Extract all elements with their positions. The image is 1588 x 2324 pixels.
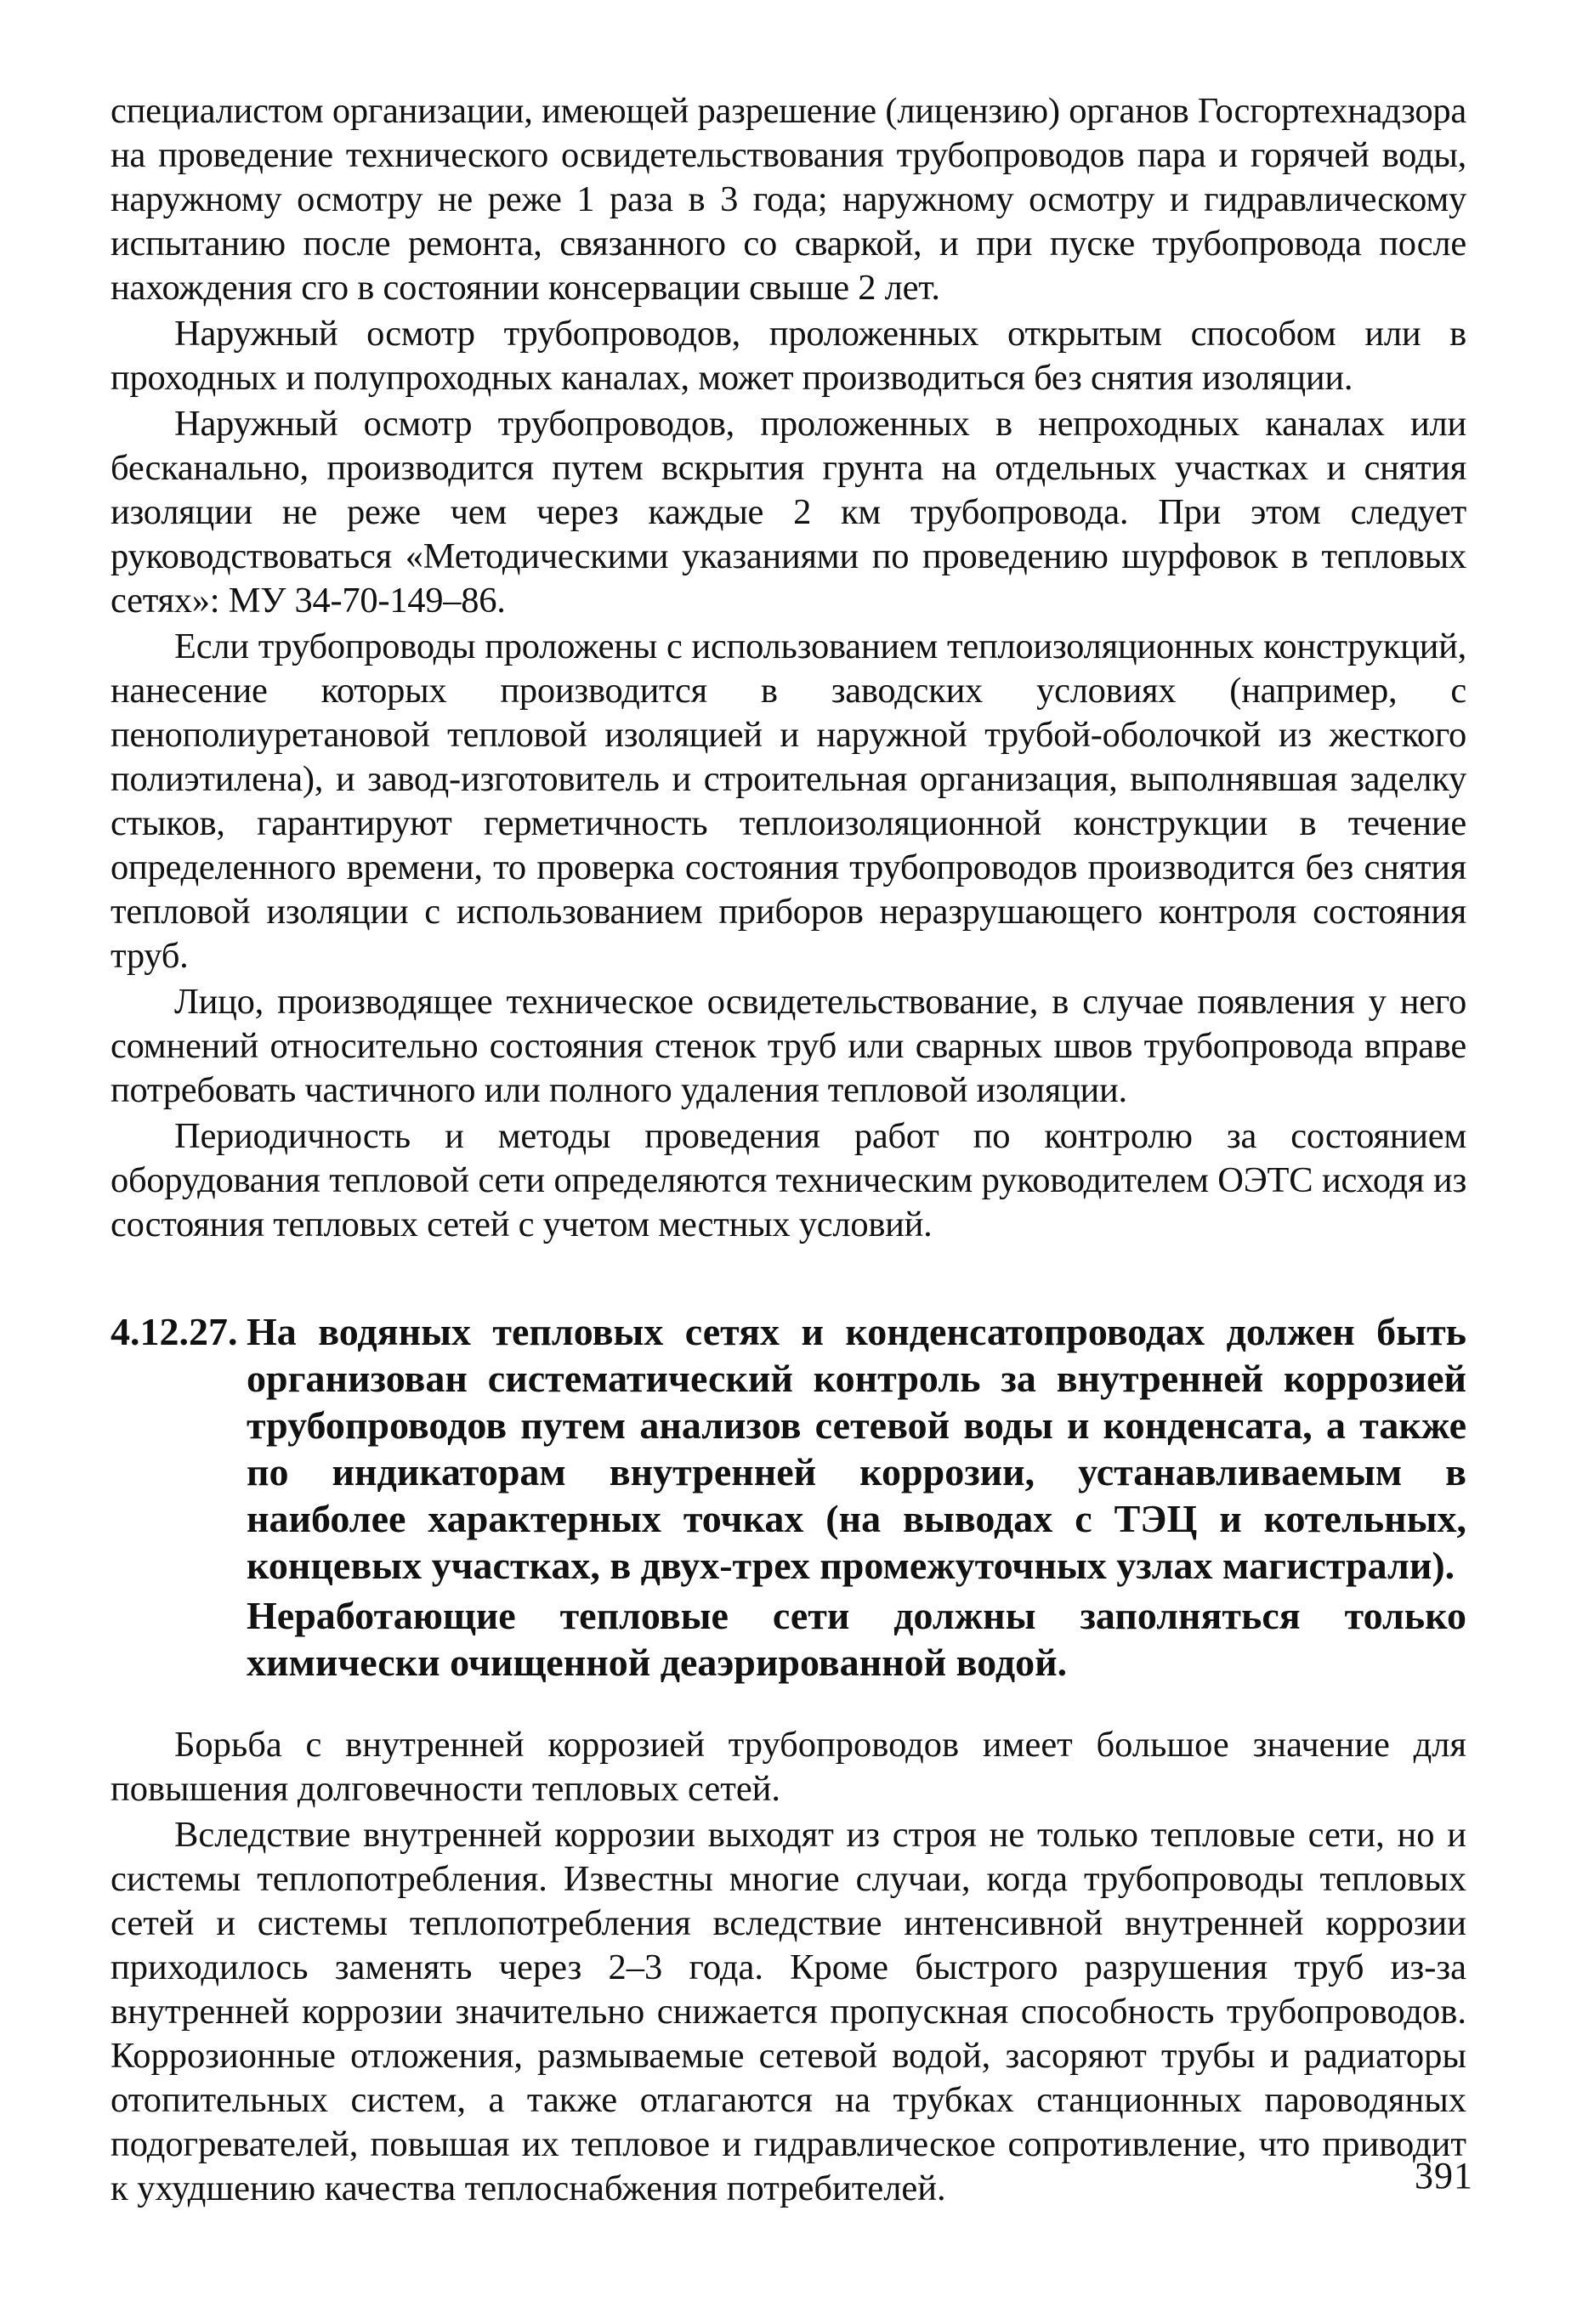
paragraph-external-inspection-nonpassable: Наружный осмотр трубопроводов, проложенных в непроходных каналах или бесканально, производится путем вскрытия грунта на отдельных участках и снятия изоляции не реже чем через каждые 2 км трубопровода. При этом следует руководствоваться «Методическими указаниями по проведению шурфовок в тепловых сетях»: МУ 34-70-149–86. <box>111 404 1466 621</box>
section-text-idle-networks: Неработающие тепловые сети должны заполняться только химически очищенной деаэрированной водой. <box>247 1594 1466 1684</box>
paragraph-inspector-rights: Лицо, производящее техническое освидетельствование, в случае появления у него сомнений относительно состояния стенок труб или сварных швов трубопровода вправе потребовать частичного или полного удаления тепловой изоляции. <box>111 982 1466 1110</box>
paragraph-continuation: специалистом организации, имеющей разрешение (лицензию) органов Госгортехнадзора на проведение технического освидетельствования трубопроводов пара и горячей воды, наружному осмотру не реже 1 раза в 3 года; наружному осмотру и гидравлическому испытанию после ремонта, связанного со сваркой, и при пуске трубопровода после нахождения сго в состоянии консервации свыше 2 лет. <box>111 91 1466 308</box>
section-text-corrosion-control: На водяных тепловых сетях и конденсатопроводах должен быть организован систематический контроль за внутренней коррозией трубопроводов путем анализов сетевой воды и конденсата, а также по индикаторам внутренней коррозии, устанавливаемым в наиболее характерных точках (на выводах с ТЭЦ и котельных, концевых участках, в двух-трех промежуточных узлах магистрали). <box>247 1310 1466 1587</box>
paragraph-corrosion-importance: Борьба с внутренней коррозией трубопроводов имеет большое значение для повышения долговечности тепловых сетей. <box>111 1725 1466 1809</box>
page-number: 391 <box>1415 2155 1473 2196</box>
paragraph-periodicity: Периодичность и методы проведения работ по контролю за состоянием оборудования тепловой сети определяются техническим руководителем ОЭТС исходя из состояния тепловых сетей с учетом местных условий. <box>111 1116 1466 1244</box>
paragraph-corrosion-consequences: Вследствие внутренней коррозии выходят из строя не только тепловые сети, но и системы теплопотребления. Известны многие случаи, когда трубопроводы тепловых сетей и системы теплопотребления вследствие интенсивной внутренней коррозии приходилось заменять через 2–3 года. Кроме быстрого разрушения труб из-за внутренней коррозии значительно снижается пропускная способность трубопроводов. Коррозионные отложения, размываемые сетевой водой, засоряют трубы и радиаторы отопительных систем, а также отлагаются на трубках станционных пароводяных подогревателей, повышая их тепловое и гидравлическое сопротивление, что приводит к ухудшению качества теплоснабжения потребителей. <box>111 1815 1466 2208</box>
section-4-12-27 <box>111 1308 1466 1686</box>
top-text-block <box>111 89 1466 1247</box>
section-number: 4.12.27. <box>111 1310 238 1353</box>
paragraph-factory-insulation: Если трубопроводы проложены с использованием теплоизоляционных конструкций, нанесение которых производится в заводских условиях (например, с пенополиуретановой тепловой изоляцией и наружной трубой-оболочкой из жесткого полиэтилена), и завод-изготовитель и строительная организация, выполнявшая заделку стыков, гарантируют герметичность теплоизоляционной конструкции в течение определенного времени, то проверка состояния трубопроводов производится без снятия тепловой изоляции с использованием приборов неразрушающего контроля состояния труб. <box>111 626 1466 976</box>
section-body <box>247 1308 1466 1686</box>
page-content <box>111 89 1466 2211</box>
paragraph-external-inspection-open: Наружный осмотр трубопроводов, проложенных открытым способом или в проходных и полупроходных каналах, может производиться без снятия изоляции. <box>111 314 1466 398</box>
bottom-text-block <box>111 1723 1466 2211</box>
